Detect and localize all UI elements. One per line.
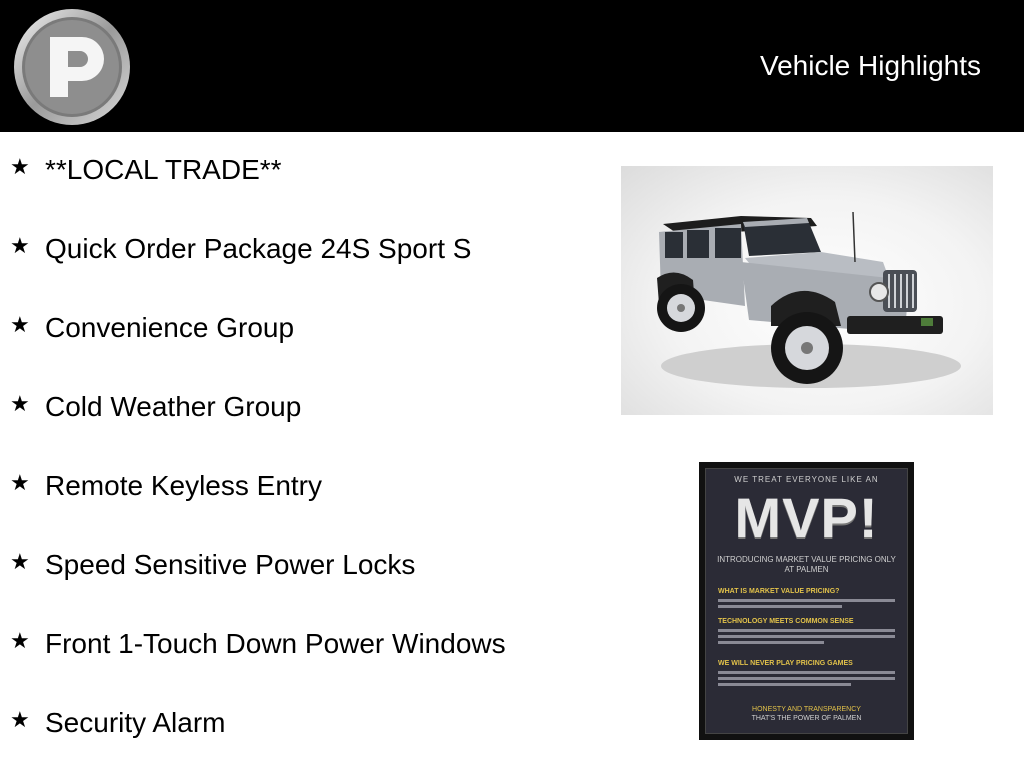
vehicle-photo[interactable] bbox=[621, 166, 993, 415]
header-bar bbox=[0, 0, 1024, 132]
mvp-poster[interactable] bbox=[699, 462, 914, 740]
page-title: Vehicle Highlights bbox=[759, 50, 981, 81]
star-icon: ★ bbox=[10, 154, 30, 179]
poster-tagline: WE TREAT EVERYONE LIKE AN bbox=[734, 475, 879, 484]
poster-footer bbox=[716, 705, 897, 723]
star-icon: ★ bbox=[10, 470, 30, 495]
poster-text-line bbox=[718, 677, 895, 680]
poster-headline: MVP! bbox=[734, 486, 879, 549]
poster-footer-line: THAT'S THE POWER OF PALMEN bbox=[751, 715, 862, 722]
poster-text-line bbox=[718, 635, 895, 638]
p-circle-logo-icon[interactable] bbox=[10, 7, 134, 127]
feature-label: Quick Order Package 24S Sport S bbox=[45, 233, 472, 264]
poster-subtitle: INTRODUCING MARKET VALUE PRICING ONLY AT PALMEN bbox=[717, 555, 896, 574]
poster-text-line bbox=[718, 605, 842, 608]
poster-section-heading: TECHNOLOGY MEETS COMMON SENSE bbox=[718, 618, 854, 625]
feature-label: **LOCAL TRADE** bbox=[45, 154, 282, 185]
mvp-poster-content bbox=[705, 468, 908, 734]
star-icon: ★ bbox=[10, 391, 30, 416]
poster-text-line bbox=[718, 671, 895, 674]
poster-section-heading: WE WILL NEVER PLAY PRICING GAMES bbox=[718, 660, 853, 667]
poster-text-line bbox=[718, 683, 851, 686]
feature-label: Remote Keyless Entry bbox=[45, 470, 322, 501]
poster-section bbox=[718, 659, 895, 686]
feature-label: Speed Sensitive Power Locks bbox=[45, 549, 416, 580]
star-icon: ★ bbox=[10, 233, 30, 258]
poster-section-heading: WHAT IS MARKET VALUE PRICING? bbox=[718, 588, 840, 595]
star-icon: ★ bbox=[10, 549, 30, 574]
star-icon: ★ bbox=[10, 312, 30, 337]
jeep-suv-photo bbox=[621, 166, 993, 415]
poster-section bbox=[718, 587, 895, 608]
feature-label: Security Alarm bbox=[45, 707, 226, 738]
poster-section bbox=[718, 617, 895, 644]
feature-label: Convenience Group bbox=[45, 312, 295, 343]
feature-label: Cold Weather Group bbox=[45, 391, 302, 422]
poster-text-line bbox=[718, 629, 895, 632]
poster-text-line bbox=[718, 599, 895, 602]
feature-label: Front 1-Touch Down Power Windows bbox=[45, 628, 506, 659]
star-icon: ★ bbox=[10, 707, 30, 732]
star-icon: ★ bbox=[10, 628, 30, 653]
poster-footer-line: HONESTY AND TRANSPARENCY bbox=[752, 706, 861, 713]
poster-text-line bbox=[718, 641, 824, 644]
